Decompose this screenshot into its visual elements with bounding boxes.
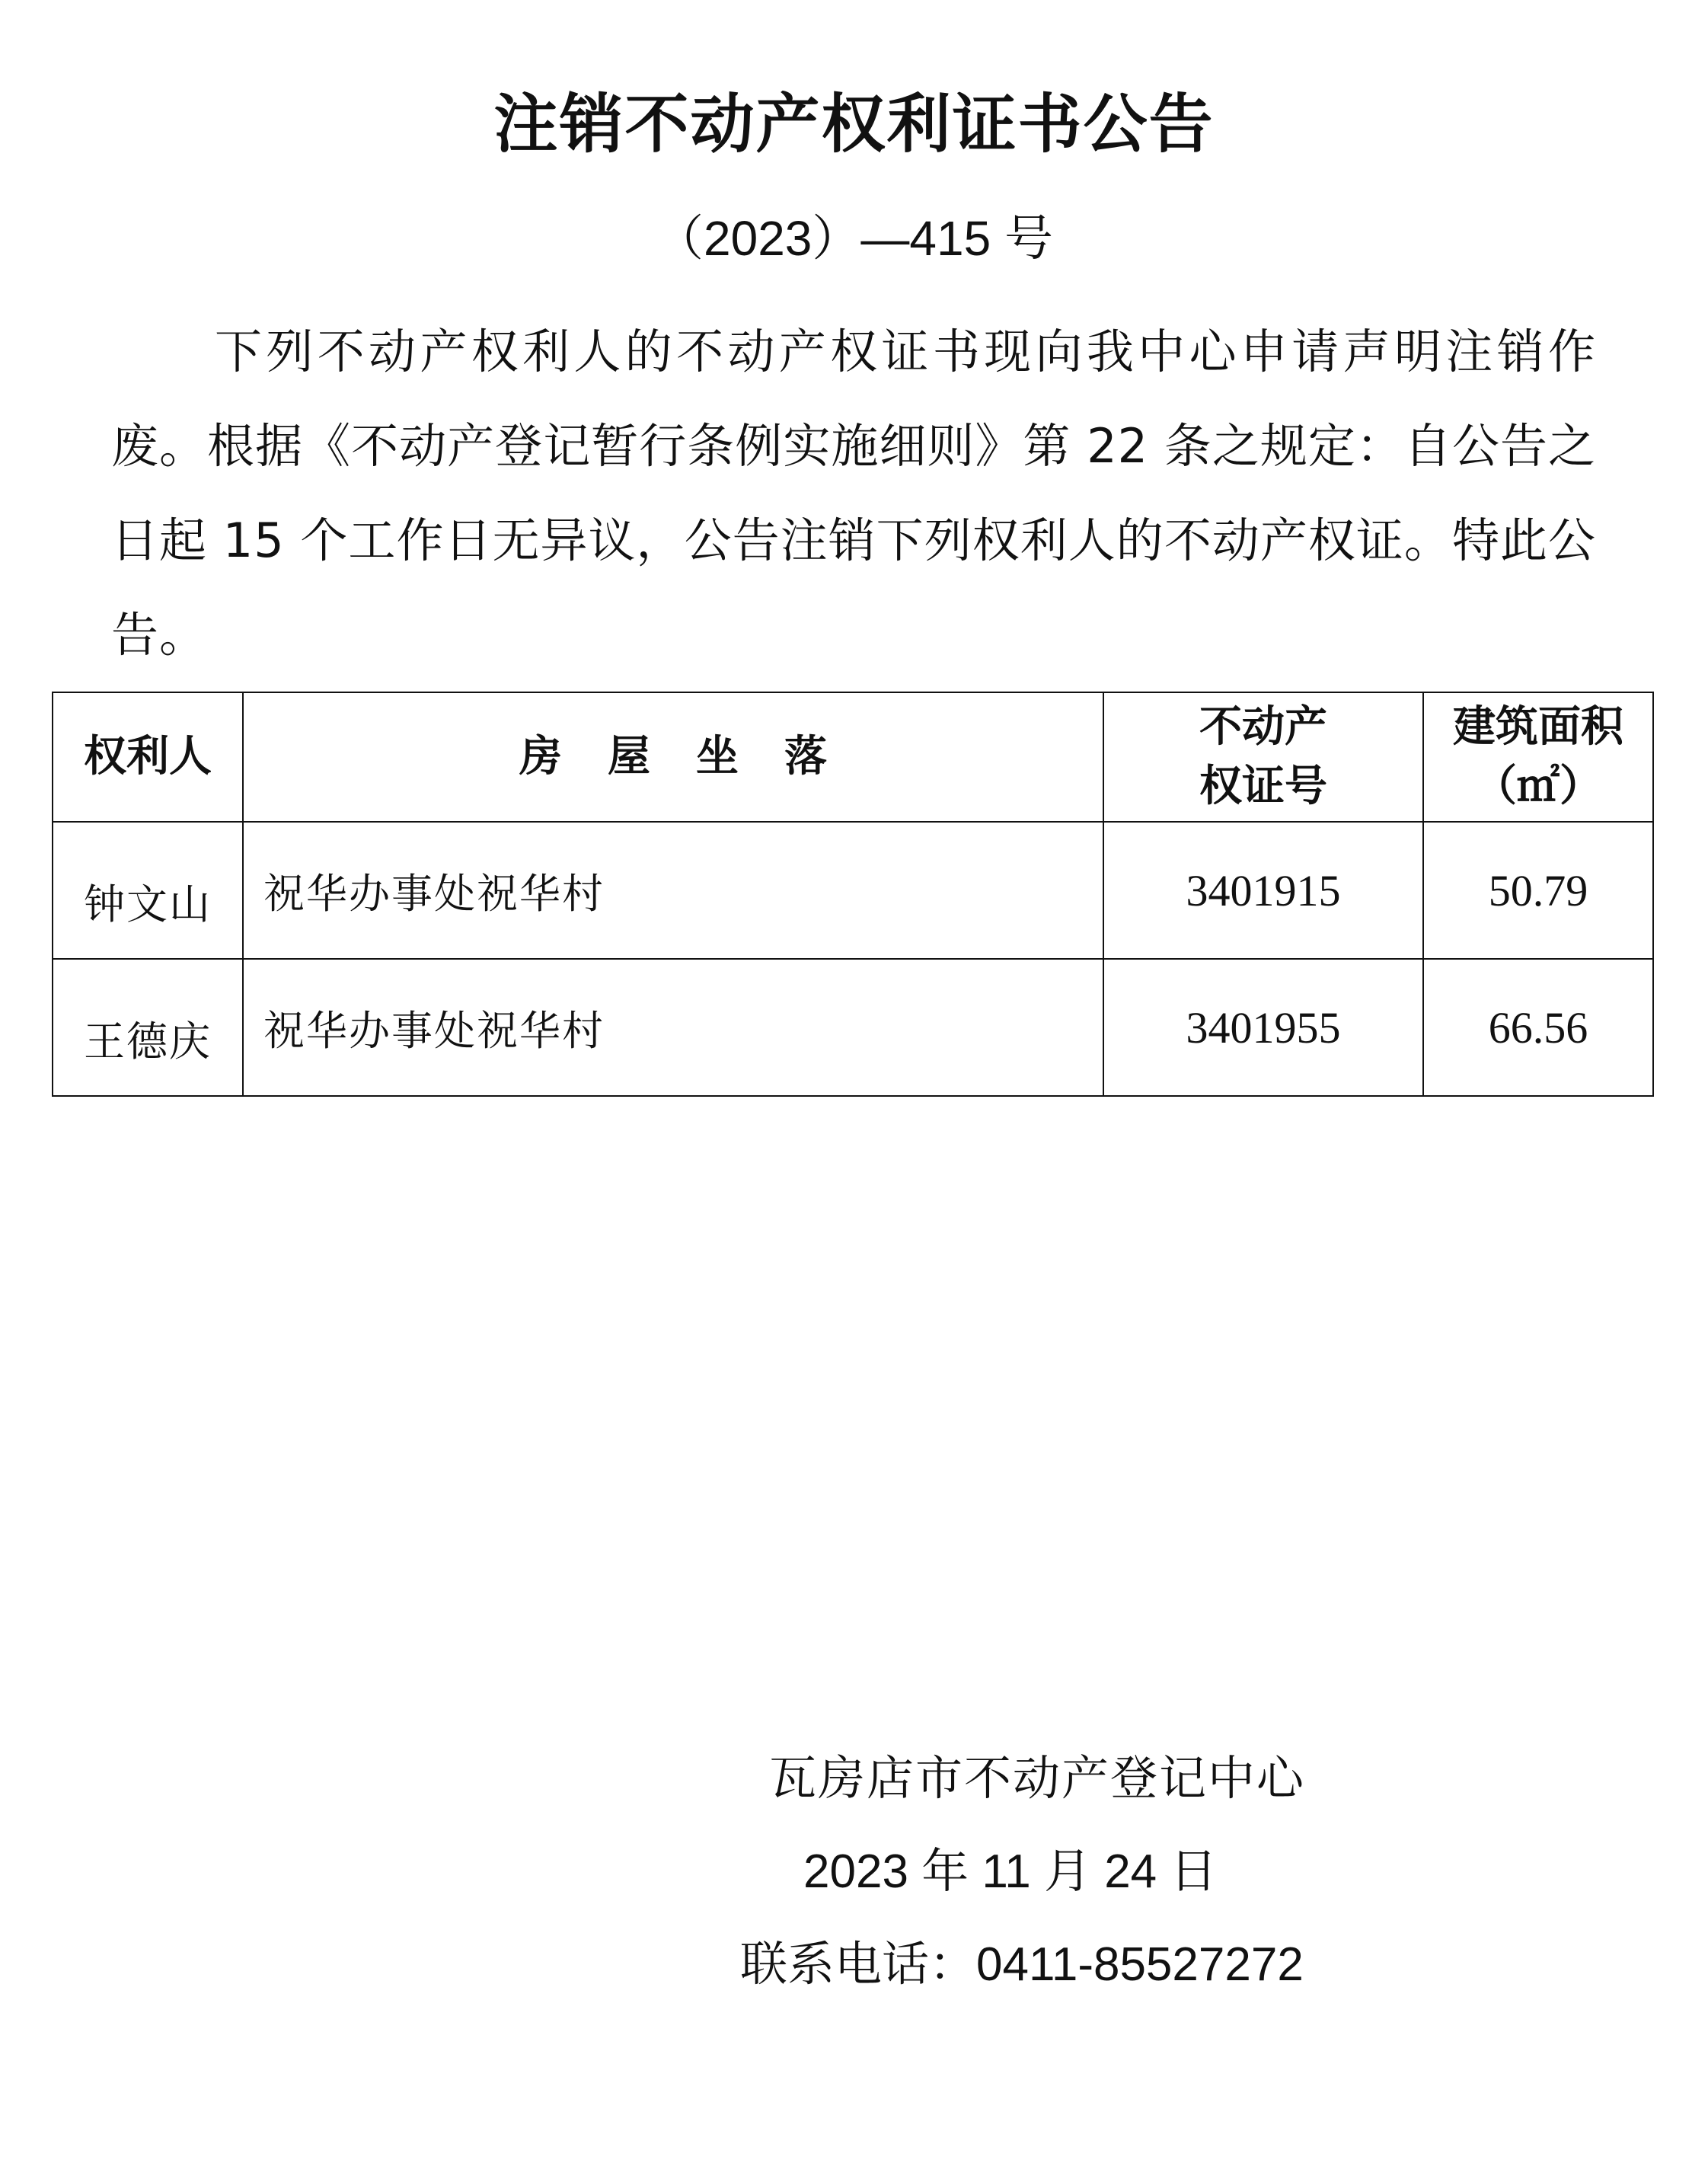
cell-location: 祝华办事处祝华村 — [243, 822, 1103, 959]
contact-phone: 联系电话：0411-85527272 — [740, 1938, 1304, 1991]
header-area — [1423, 692, 1653, 822]
cell-holder: 钟文山 — [53, 822, 243, 959]
table-row — [53, 822, 1653, 959]
document-number: （2023）—415 号 — [655, 211, 1053, 266]
table-row — [53, 959, 1653, 1096]
issue-date: 2023 年 11 月 24 日 — [803, 1845, 1218, 1898]
cell-area: 66.56 — [1423, 959, 1653, 1096]
cell-area: 50.79 — [1423, 822, 1653, 959]
header-cert-line1: 不动产 — [1199, 702, 1327, 752]
cell-cert-no: 3401955 — [1103, 959, 1423, 1096]
cell-holder: 王德庆 — [53, 959, 243, 1096]
table-header-row — [53, 692, 1653, 822]
header-holder: 权利人 — [53, 692, 243, 822]
header-area-line2: （㎡） — [1474, 762, 1602, 811]
header-location: 房屋坐落 — [243, 692, 1103, 822]
cell-cert-no: 3401915 — [1103, 822, 1423, 959]
header-area-line1: 建筑面积 — [1453, 702, 1623, 752]
notice-title: 注销不动产权利证书公告 — [493, 87, 1215, 161]
header-cert-line2: 权证号 — [1199, 762, 1327, 811]
header-cert-no — [1103, 692, 1423, 822]
cell-location: 祝华办事处祝华村 — [243, 959, 1103, 1096]
issuing-organization: 瓦房店市不动产登记中心 — [769, 1750, 1306, 1806]
notice-body: 下列不动产权利人的不动产权证书现向我中心申请声明注销作废。根据《不动产登记暂行条例实施细则》第 22 条之规定：自公告之日起 15 个工作日无异议，公告注销下列权利人的不动产权证。特此公告。 — [111, 324, 1596, 663]
certificate-table — [52, 692, 1654, 1097]
